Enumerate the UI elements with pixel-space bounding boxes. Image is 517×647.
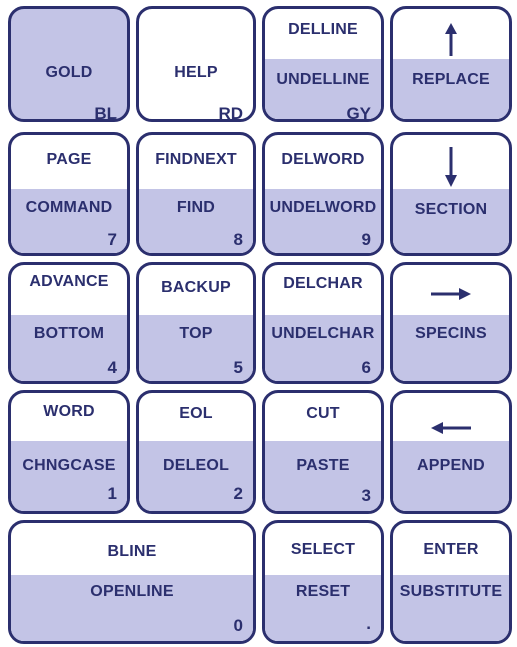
down-arrow-key[interactable] [390, 132, 512, 256]
word-key-code: 1 [107, 484, 117, 503]
left-arrow-key[interactable] [390, 390, 512, 514]
delword-key-bottom-label: UNDELWORD [269, 199, 377, 216]
eol-key-top-label: EOL [179, 405, 213, 422]
select-key-top-label: SELECT [290, 541, 356, 558]
delword-key-code: 9 [361, 230, 371, 249]
enter-key[interactable] [390, 520, 512, 644]
select-key-code: . [366, 614, 371, 633]
down-arrow-icon [444, 147, 458, 187]
delline-key-top-label: DELLINE [288, 21, 358, 38]
findnext-key[interactable] [136, 132, 256, 256]
gold-key-code: BL [94, 104, 117, 122]
findnext-key-bottom-label: FIND [176, 199, 216, 216]
delline-key-code: GY [346, 104, 371, 122]
up-arrow-icon [444, 23, 458, 57]
help-key-code: RD [218, 104, 243, 122]
delline-key-bottom-label: UNDELLINE [276, 71, 370, 88]
delchar-key[interactable] [262, 262, 384, 384]
delword-key[interactable] [262, 132, 384, 256]
gold-key[interactable] [8, 6, 130, 122]
page-key-code: 7 [107, 230, 117, 249]
bline-key[interactable] [8, 520, 256, 644]
backup-key-code: 5 [233, 358, 243, 377]
findnext-key-top-label: FINDNEXT [155, 151, 237, 168]
select-key[interactable] [262, 520, 384, 644]
up-arrow-key[interactable] [390, 6, 512, 122]
up-arrow-key-bottom-label: REPLACE [412, 71, 490, 88]
backup-key-bottom-label: TOP [179, 325, 213, 342]
word-key-top-label: WORD [43, 403, 95, 420]
select-key-bottom-label: RESET [295, 583, 351, 600]
delword-key-top-label: DELWORD [281, 151, 365, 168]
eol-key-code: 2 [233, 484, 243, 503]
enter-key-top-label: ENTER [423, 541, 479, 558]
bline-key-bottom-label: OPENLINE [90, 583, 174, 600]
cut-key-top-label: CUT [306, 405, 340, 422]
advance-key[interactable] [8, 262, 130, 384]
advance-key-top-label: ADVANCE [29, 273, 109, 290]
down-arrow-key-bottom-label: SECTION [414, 201, 488, 218]
help-key[interactable] [136, 6, 256, 122]
left-arrow-key-bottom-label: APPEND [417, 457, 485, 474]
delline-key[interactable] [262, 6, 384, 122]
delchar-key-code: 6 [361, 358, 371, 377]
word-key-bottom-label: CHNGCASE [22, 457, 116, 474]
cut-key-code: 3 [361, 486, 371, 505]
right-arrow-key[interactable] [390, 262, 512, 384]
backup-key-top-label: BACKUP [161, 279, 231, 296]
right-arrow-key-bottom-label: SPECINS [415, 325, 487, 342]
findnext-key-code: 8 [233, 230, 243, 249]
eol-key-bottom-label: DELEOL [162, 457, 230, 474]
page-key-top-label: PAGE [46, 151, 92, 168]
page-key-bottom-label: COMMAND [25, 199, 113, 216]
eol-key[interactable] [136, 390, 256, 514]
delchar-key-top-label: DELCHAR [283, 275, 363, 292]
cut-key-bottom-label: PASTE [296, 457, 350, 474]
delchar-key-bottom-label: UNDELCHAR [271, 325, 375, 342]
advance-key-bottom-label: BOTTOM [33, 325, 105, 342]
backup-key[interactable] [136, 262, 256, 384]
word-key[interactable] [8, 390, 130, 514]
bline-key-code: 0 [233, 616, 243, 635]
right-arrow-icon [431, 287, 471, 301]
advance-key-code: 4 [107, 358, 117, 377]
enter-key-bottom-label: SUBSTITUTE [399, 583, 503, 600]
gold-key-label: GOLD [45, 64, 93, 81]
cut-key[interactable] [262, 390, 384, 514]
page-key[interactable] [8, 132, 130, 256]
left-arrow-icon [431, 421, 471, 435]
bline-key-top-label: BLINE [107, 543, 157, 560]
help-key-label: HELP [174, 64, 218, 81]
